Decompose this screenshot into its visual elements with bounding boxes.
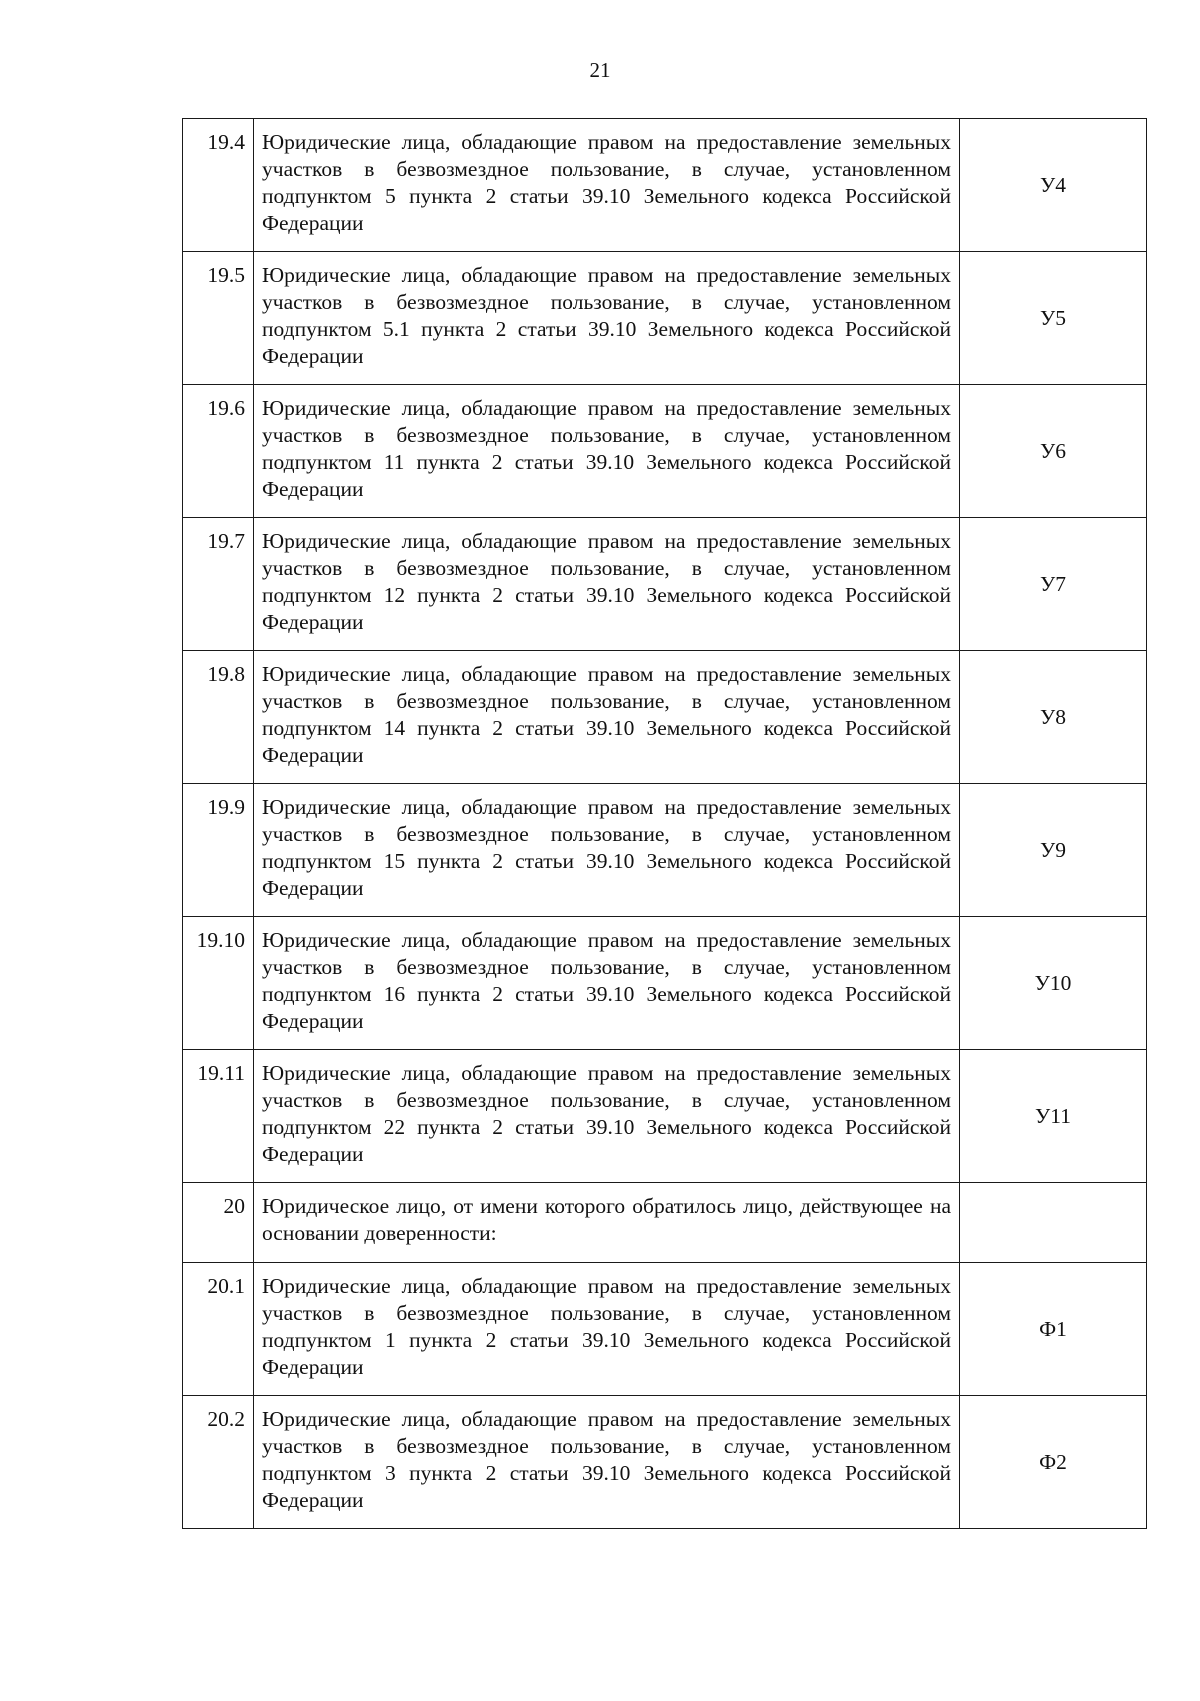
row-code: У11 xyxy=(960,1050,1147,1183)
table-row xyxy=(183,1050,1147,1183)
row-code: У4 xyxy=(960,119,1147,252)
row-number: 19.6 xyxy=(183,385,254,518)
row-number: 20.2 xyxy=(183,1396,254,1529)
row-description: Юридические лица, обладающие правом на предоставление земельных участков в безвозмездное пользование, в случае, установленном подпунктом 15 пункта 2 статьи 39.10 Земельного кодекса Российской Федерации xyxy=(254,784,960,917)
row-number: 19.7 xyxy=(183,518,254,651)
row-code: У9 xyxy=(960,784,1147,917)
row-code: Ф1 xyxy=(960,1263,1147,1396)
row-description: Юридические лица, обладающие правом на предоставление земельных участков в безвозмездное пользование, в случае, установленном подпунктом 5 пункта 2 статьи 39.10 Земельного кодекса Российской Федерации xyxy=(254,119,960,252)
row-description: Юридические лица, обладающие правом на предоставление земельных участков в безвозмездное пользование, в случае, установленном подпунктом 3 пункта 2 статьи 39.10 Земельного кодекса Российской Федерации xyxy=(254,1396,960,1529)
row-number: 19.11 xyxy=(183,1050,254,1183)
row-code: У7 xyxy=(960,518,1147,651)
row-number: 20 xyxy=(183,1183,254,1263)
row-number: 19.10 xyxy=(183,917,254,1050)
row-description: Юридические лица, обладающие правом на предоставление земельных участков в безвозмездное пользование, в случае, установленном подпунктом 5.1 пункта 2 статьи 39.10 Земельного кодекса Российской Федерации xyxy=(254,252,960,385)
row-description: Юридическое лицо, от имени которого обратилось лицо, действующее на основании доверенности: xyxy=(254,1183,960,1263)
row-number: 19.9 xyxy=(183,784,254,917)
row-code: У8 xyxy=(960,651,1147,784)
table-row xyxy=(183,518,1147,651)
row-description: Юридические лица, обладающие правом на предоставление земельных участков в безвозмездное пользование, в случае, установленном подпунктом 11 пункта 2 статьи 39.10 Земельного кодекса Российской Федерации xyxy=(254,385,960,518)
table-row xyxy=(183,917,1147,1050)
row-code: У6 xyxy=(960,385,1147,518)
table-row xyxy=(183,385,1147,518)
row-code xyxy=(960,1183,1147,1263)
table-row xyxy=(183,1396,1147,1529)
applicant-category-table xyxy=(182,118,1147,1529)
row-number: 19.4 xyxy=(183,119,254,252)
page-number: 21 xyxy=(589,58,611,82)
row-code: Ф2 xyxy=(960,1396,1147,1529)
row-description: Юридические лица, обладающие правом на предоставление земельных участков в безвозмездное пользование, в случае, установленном подпунктом 22 пункта 2 статьи 39.10 Земельного кодекса Российской Федерации xyxy=(254,1050,960,1183)
row-code: У5 xyxy=(960,252,1147,385)
row-number: 19.8 xyxy=(183,651,254,784)
row-number: 19.5 xyxy=(183,252,254,385)
row-description: Юридические лица, обладающие правом на предоставление земельных участков в безвозмездное пользование, в случае, установленном подпунктом 16 пункта 2 статьи 39.10 Земельного кодекса Российской Федерации xyxy=(254,917,960,1050)
table-row xyxy=(183,252,1147,385)
table-row xyxy=(183,1183,1147,1263)
row-description: Юридические лица, обладающие правом на предоставление земельных участков в безвозмездное пользование, в случае, установленном подпунктом 12 пункта 2 статьи 39.10 Земельного кодекса Российской Федерации xyxy=(254,518,960,651)
table-row xyxy=(183,1263,1147,1396)
row-description: Юридические лица, обладающие правом на предоставление земельных участков в безвозмездное пользование, в случае, установленном подпунктом 1 пункта 2 статьи 39.10 Земельного кодекса Российской Федерации xyxy=(254,1263,960,1396)
row-code: У10 xyxy=(960,917,1147,1050)
row-number: 20.1 xyxy=(183,1263,254,1396)
row-description: Юридические лица, обладающие правом на предоставление земельных участков в безвозмездное пользование, в случае, установленном подпунктом 14 пункта 2 статьи 39.10 Земельного кодекса Российской Федерации xyxy=(254,651,960,784)
table-row xyxy=(183,651,1147,784)
table-row xyxy=(183,119,1147,252)
table-row xyxy=(183,784,1147,917)
